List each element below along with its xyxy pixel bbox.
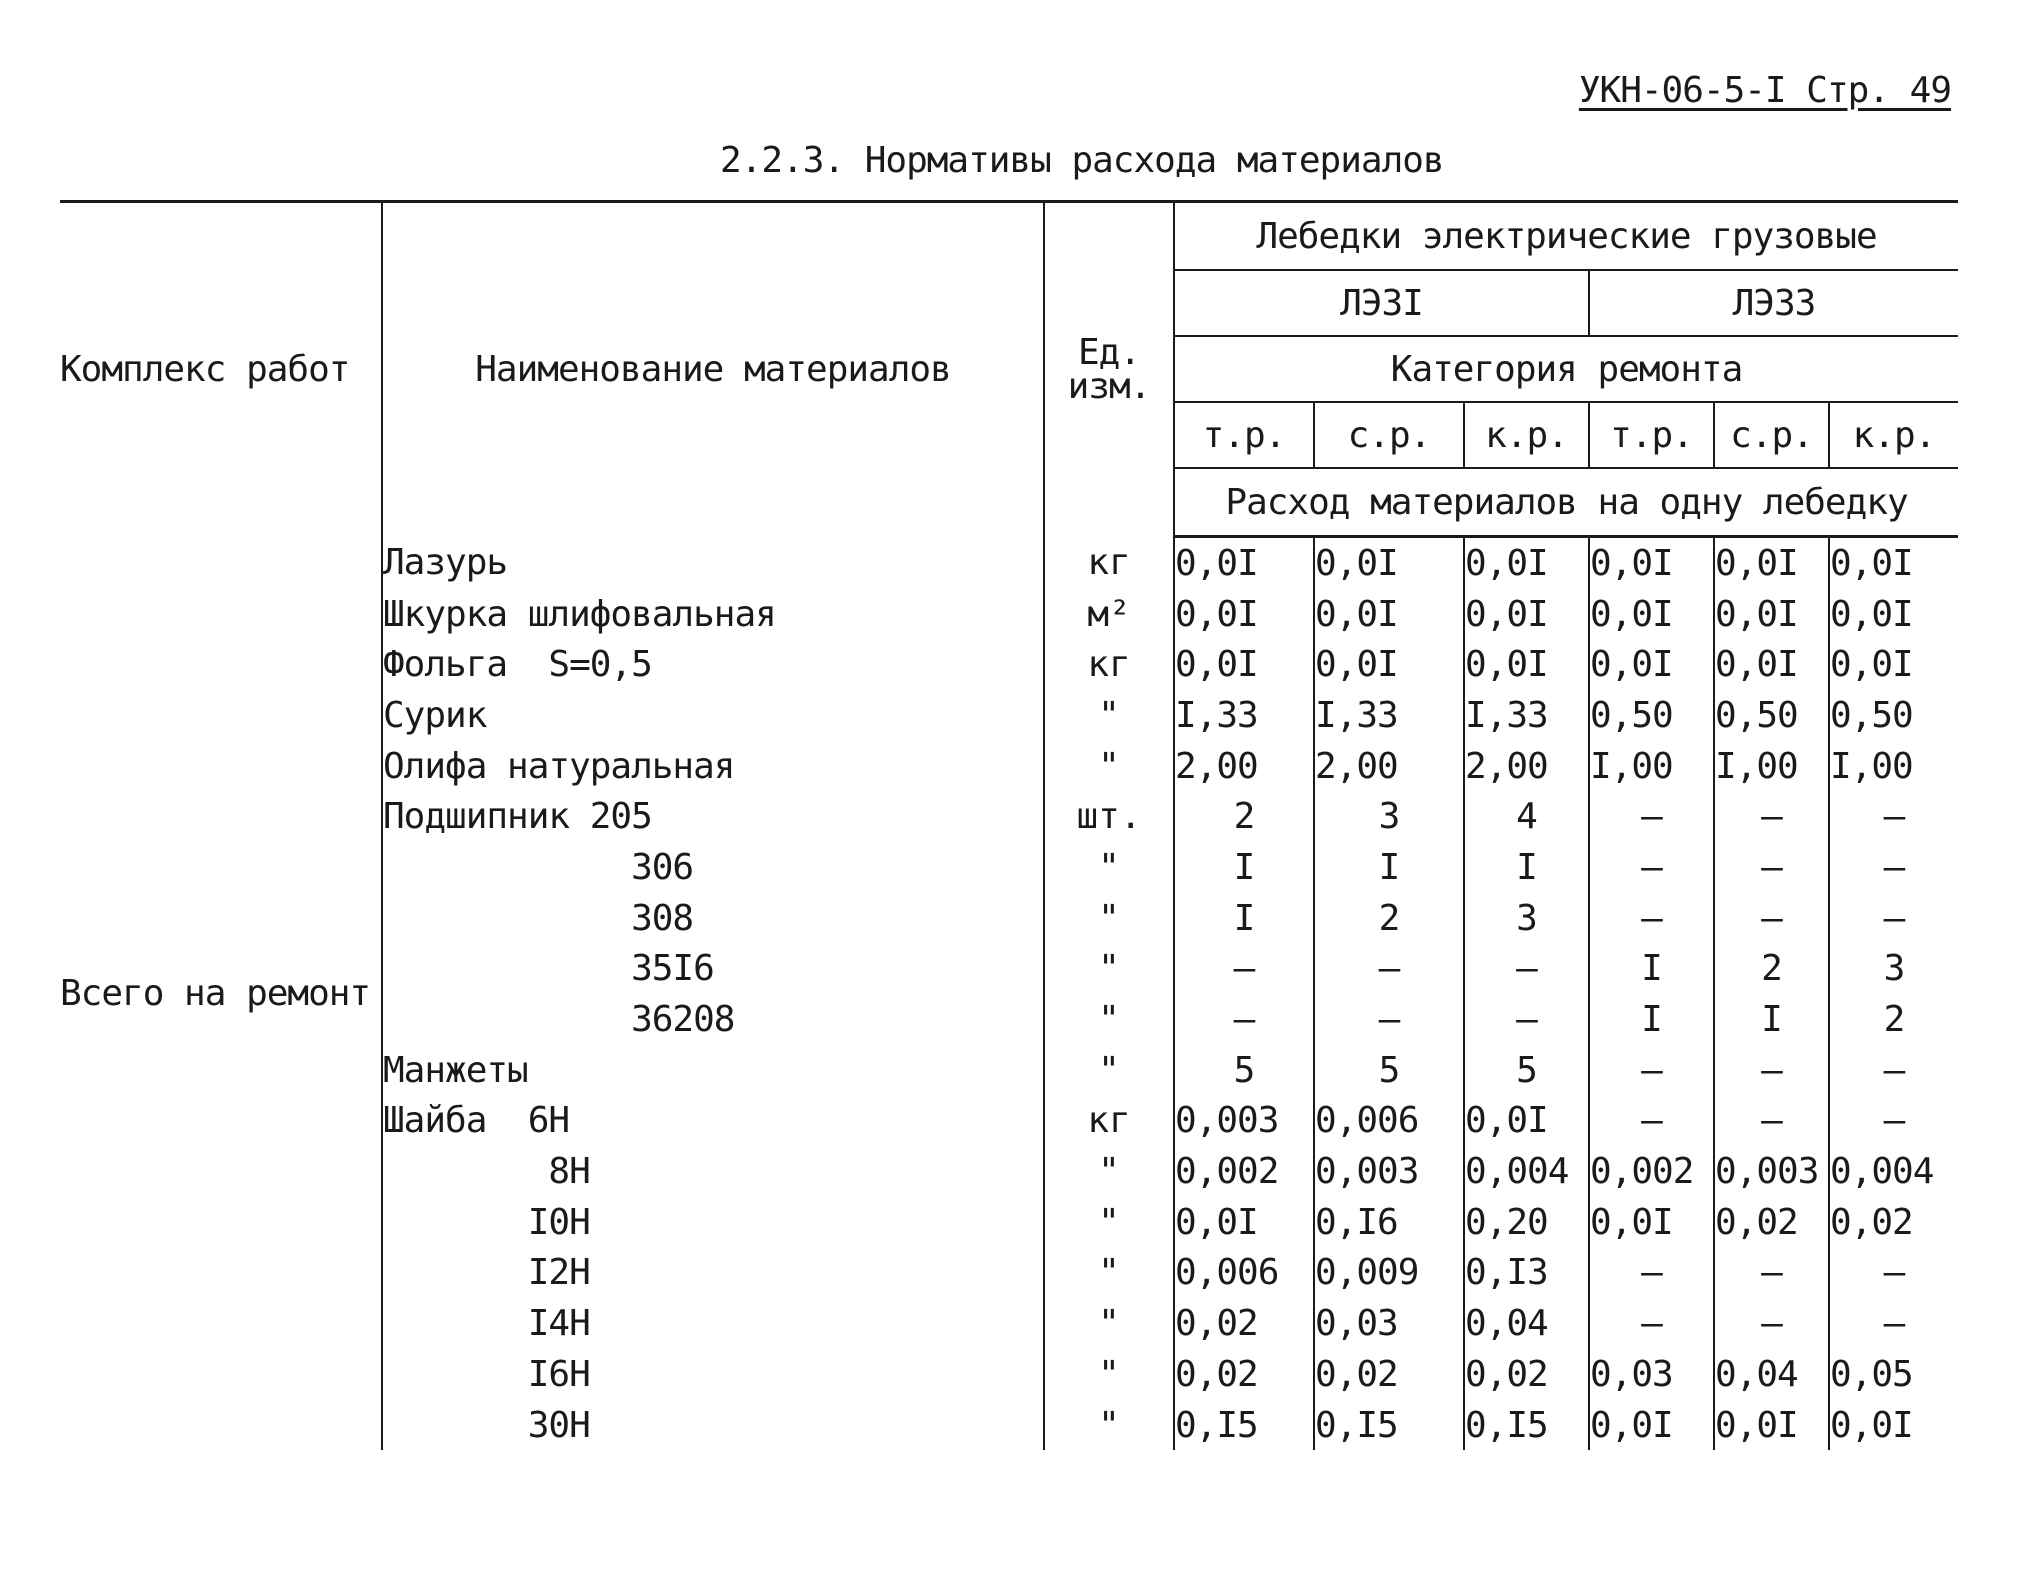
unit-cell: "	[1044, 1248, 1174, 1299]
value-cell: 0,0I	[1174, 537, 1314, 589]
value-cell: 0,I3	[1464, 1248, 1589, 1299]
value-cell: 0,50	[1589, 690, 1714, 741]
value-cell: 0,0I	[1714, 589, 1829, 640]
header-repair-type: т.р.	[1589, 402, 1714, 468]
value-cell: I,00	[1589, 741, 1714, 792]
value-cell: 2,00	[1314, 741, 1464, 792]
unit-cell: кг	[1044, 537, 1174, 589]
value-cell: 0,I5	[1174, 1400, 1314, 1451]
value-cell: 0,03	[1589, 1349, 1714, 1400]
value-cell: –	[1589, 1045, 1714, 1096]
value-cell: –	[1883, 1252, 1905, 1294]
material-name-cell: 30Н	[382, 1400, 1044, 1451]
value-cell: 0,0I	[1464, 1096, 1589, 1147]
value-cell: –	[1314, 994, 1464, 1045]
value-cell: –	[1883, 796, 1905, 838]
value-cell: 0,0I	[1464, 639, 1589, 690]
header-model-le31: ЛЭ3I	[1174, 270, 1589, 336]
value-cell: 0,0I	[1174, 1197, 1314, 1248]
unit-cell: "	[1044, 842, 1174, 893]
material-name-cell: 8Н	[382, 1146, 1044, 1197]
value-cell: –	[1714, 1298, 1829, 1349]
value-cell: 0,02	[1314, 1349, 1464, 1400]
value-cell: 2,00	[1464, 741, 1589, 792]
value-cell: 0,02	[1714, 1197, 1829, 1248]
material-name-cell: Подшипник 205	[382, 791, 1044, 842]
material-name-cell: Шайба 6Н	[382, 1096, 1044, 1147]
unit-cell: "	[1044, 1146, 1174, 1197]
value-cell: 0,04	[1464, 1298, 1589, 1349]
value-cell: –	[1714, 893, 1829, 944]
material-name-cell: 35I6	[382, 944, 1044, 995]
value-cell: 0,003	[1314, 1146, 1464, 1197]
value-cell: 0,006	[1314, 1096, 1464, 1147]
material-name-cell: Шкурка шлифовальная	[382, 589, 1044, 640]
value-cell: I	[1174, 842, 1314, 893]
section-title: 2.2.3. Нормативы расхода материалов	[720, 140, 1444, 181]
value-cell: 0,003	[1714, 1146, 1829, 1197]
value-cell: –	[1883, 846, 1905, 888]
complex-cell: Всего на ремонт	[60, 537, 382, 1451]
materials-norms-table	[60, 200, 1958, 1450]
value-cell: 5	[1174, 1045, 1314, 1096]
value-cell: I	[1714, 994, 1829, 1045]
value-cell: –	[1589, 1298, 1714, 1349]
value-cell: –	[1464, 944, 1589, 995]
value-cell: –	[1883, 1100, 1905, 1142]
value-cell: –	[1714, 791, 1829, 842]
material-name-cell: Фольга S=0,5	[382, 639, 1044, 690]
header-consumption: Расход материалов на одну лебедку	[1174, 468, 1958, 537]
unit-cell: "	[1044, 1298, 1174, 1349]
header-repair-type: т.р.	[1174, 402, 1314, 468]
unit-cell: "	[1044, 1400, 1174, 1451]
value-cell: –	[1589, 842, 1714, 893]
header-unit: Ед. изм.	[1044, 202, 1174, 537]
unit-cell: м²	[1044, 589, 1174, 640]
value-cell: 0,03	[1314, 1298, 1464, 1349]
value-cell: 0,04	[1714, 1349, 1829, 1400]
material-name-cell: I4Н	[382, 1298, 1044, 1349]
header-complex: Комплекс работ	[60, 202, 382, 537]
value-cell: 0,0I	[1314, 589, 1464, 640]
value-cell: –	[1589, 791, 1714, 842]
value-cell: –	[1589, 893, 1714, 944]
value-cell: 0,I6	[1314, 1197, 1464, 1248]
value-cell: 0,0I	[1830, 644, 1913, 686]
material-name-cell: 306	[382, 842, 1044, 893]
value-cell: 0,I5	[1464, 1400, 1589, 1451]
value-cell: 0,0I	[1830, 593, 1913, 635]
unit-cell: шт.	[1044, 791, 1174, 842]
value-cell: I	[1589, 944, 1714, 995]
value-cell: 0,05	[1830, 1353, 1913, 1395]
value-cell: –	[1714, 1045, 1829, 1096]
value-cell: –	[1883, 897, 1905, 939]
value-cell: –	[1589, 1248, 1714, 1299]
unit-cell: кг	[1044, 639, 1174, 690]
value-cell: I,00	[1830, 745, 1913, 787]
value-cell: –	[1464, 994, 1589, 1045]
value-cell: 0,0I	[1714, 639, 1829, 690]
header-model-le33: ЛЭ33	[1589, 270, 1958, 336]
header-winch-group: Лебедки электрические грузовые	[1174, 202, 1958, 271]
unit-cell: "	[1044, 1045, 1174, 1096]
value-cell: 0,0I	[1314, 639, 1464, 690]
value-cell: 0,0I	[1589, 589, 1714, 640]
value-cell: 0,02	[1174, 1349, 1314, 1400]
value-cell: 0,0I	[1830, 542, 1913, 584]
unit-cell: "	[1044, 994, 1174, 1045]
value-cell: 2	[1314, 893, 1464, 944]
header-repair-type: к.р.	[1464, 402, 1589, 468]
value-cell: 5	[1314, 1045, 1464, 1096]
value-cell: I	[1464, 842, 1589, 893]
value-cell: 0,006	[1174, 1248, 1314, 1299]
unit-cell: "	[1044, 1349, 1174, 1400]
material-name-cell: Олифа натуральная	[382, 741, 1044, 792]
header-repair-category: Категория ремонта	[1174, 336, 1958, 402]
value-cell: 0,0I	[1714, 537, 1829, 589]
value-cell: –	[1589, 1096, 1714, 1147]
value-cell: –	[1883, 1303, 1905, 1345]
material-name-cell: I2Н	[382, 1248, 1044, 1299]
value-cell: 0,004	[1464, 1146, 1589, 1197]
value-cell: 0,02	[1830, 1201, 1913, 1243]
value-cell: 0,0I	[1589, 639, 1714, 690]
value-cell: 0,0I	[1314, 537, 1464, 589]
value-cell: 5	[1464, 1045, 1589, 1096]
value-cell: 0,02	[1464, 1349, 1589, 1400]
value-cell: 0,I5	[1314, 1400, 1464, 1451]
value-cell: –	[1714, 1096, 1829, 1147]
header-material-name: Наименование материалов	[382, 202, 1044, 537]
document-reference: УКН-06-5-I Стр. 49	[1578, 70, 1951, 111]
unit-cell: "	[1044, 893, 1174, 944]
material-name-cell: Манжеты	[382, 1045, 1044, 1096]
value-cell: 3	[1314, 791, 1464, 842]
value-cell: 0,002	[1589, 1146, 1714, 1197]
value-cell: –	[1174, 944, 1314, 995]
value-cell: 0,0I	[1589, 1400, 1714, 1451]
material-name-cell: 36208	[382, 994, 1044, 1045]
value-cell: 0,004	[1830, 1151, 1934, 1193]
value-cell: I,00	[1714, 741, 1829, 792]
material-name-cell: Лазурь	[382, 537, 1044, 589]
material-name-cell: I0Н	[382, 1197, 1044, 1248]
value-cell: –	[1883, 1049, 1905, 1091]
value-cell: 0,20	[1464, 1197, 1589, 1248]
value-cell: 0,009	[1314, 1248, 1464, 1299]
value-cell: 0,002	[1174, 1146, 1314, 1197]
value-cell: 4	[1464, 791, 1589, 842]
unit-cell: "	[1044, 1197, 1174, 1248]
value-cell: 0,0I	[1174, 589, 1314, 640]
value-cell: 0,0I	[1714, 1400, 1829, 1451]
value-cell: I	[1589, 994, 1714, 1045]
header-repair-type: с.р.	[1714, 402, 1829, 468]
value-cell: 0,0I	[1174, 639, 1314, 690]
value-cell: I	[1314, 842, 1464, 893]
value-cell: –	[1314, 944, 1464, 995]
value-cell: I,33	[1174, 690, 1314, 741]
unit-cell: "	[1044, 741, 1174, 792]
value-cell: 3	[1464, 893, 1589, 944]
value-cell: 0,0I	[1464, 589, 1589, 640]
value-cell: 0,003	[1174, 1096, 1314, 1147]
material-name-cell: 308	[382, 893, 1044, 944]
unit-cell: кг	[1044, 1096, 1174, 1147]
header-repair-type: к.р.	[1829, 402, 1958, 468]
unit-cell: "	[1044, 690, 1174, 741]
value-cell: 2	[1714, 944, 1829, 995]
value-cell: I,33	[1314, 690, 1464, 741]
value-cell: –	[1174, 994, 1314, 1045]
value-cell: –	[1714, 842, 1829, 893]
value-cell: I,33	[1464, 690, 1589, 741]
value-cell: 2	[1174, 791, 1314, 842]
material-name-cell: I6Н	[382, 1349, 1044, 1400]
material-name-cell: Сурик	[382, 690, 1044, 741]
value-cell: 0,0I	[1464, 537, 1589, 589]
value-cell: 2	[1883, 999, 1905, 1041]
header-repair-type: с.р.	[1314, 402, 1464, 468]
value-cell: 0,50	[1714, 690, 1829, 741]
value-cell: 0,02	[1174, 1298, 1314, 1349]
value-cell: 0,50	[1830, 694, 1913, 736]
value-cell: 0,0I	[1589, 537, 1714, 589]
value-cell: I	[1174, 893, 1314, 944]
unit-cell: "	[1044, 944, 1174, 995]
table-row	[60, 537, 1958, 589]
value-cell: –	[1714, 1248, 1829, 1299]
value-cell: 2,00	[1174, 741, 1314, 792]
value-cell: 3	[1883, 948, 1905, 990]
value-cell: 0,0I	[1589, 1197, 1714, 1248]
value-cell: 0,0I	[1830, 1404, 1913, 1446]
